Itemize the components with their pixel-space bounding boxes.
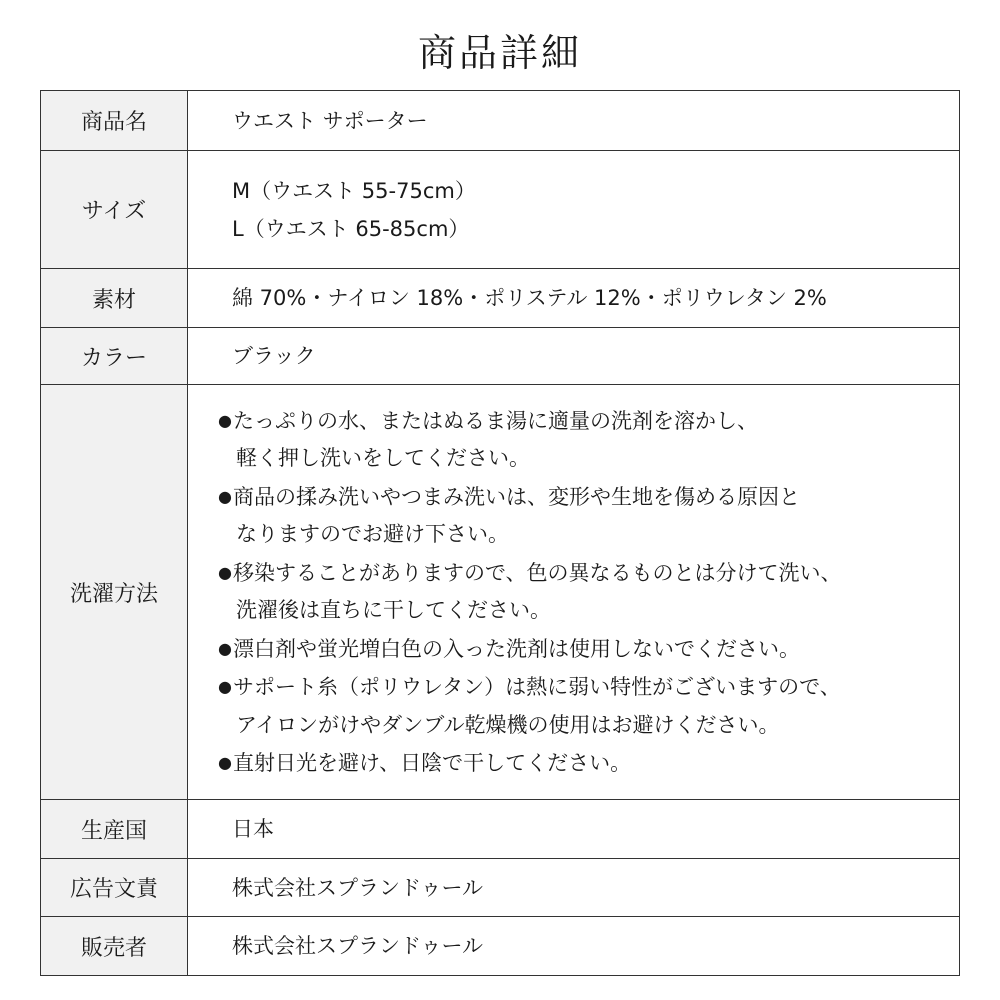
label-material: 素材 xyxy=(41,269,188,328)
bullet-icon: ● xyxy=(218,486,232,506)
label-size: サイズ xyxy=(41,151,188,269)
row-material xyxy=(41,269,960,328)
bullet-icon: ● xyxy=(218,753,232,772)
row-color xyxy=(41,328,960,385)
bullet-icon: ● xyxy=(218,638,232,658)
label-product-name: 商品名 xyxy=(41,91,188,151)
size-line-l: L（ウエスト 65-85cm） xyxy=(232,216,470,241)
value-material xyxy=(188,269,960,328)
washing-item-line: 直射日光を避け、日陰で干してください。 xyxy=(232,751,632,775)
product-detail-table xyxy=(40,90,960,976)
washing-item xyxy=(218,402,959,478)
bullet-icon: ● xyxy=(218,677,232,696)
washing-item-line: サポート糸（ポリウレタン）は熱に弱い特性がございますので、 xyxy=(232,675,841,699)
washing-item-line: 漂白剤や蛍光増白色の入った洗剤は使用しないでください。 xyxy=(232,636,800,661)
value-product-name xyxy=(188,91,960,151)
value-washing xyxy=(188,385,960,800)
value-advertiser xyxy=(188,859,960,917)
washing-item-line: 移染することがありますので、色の異なるものとは分けて洗い、 xyxy=(232,560,842,585)
washing-item-line: 商品の揉み洗いやつまみ洗いは、変形や生地を傷める原因と xyxy=(232,484,800,509)
page-title: 商品詳細 xyxy=(417,31,582,75)
washing-item-line: アイロンがけやダンブル乾燥機の使用はお避けください。 xyxy=(236,712,780,737)
washing-item xyxy=(218,668,959,744)
origin-text: 日本 xyxy=(232,817,274,841)
washing-item-line: 洗濯後は直ちに干してください。 xyxy=(236,598,551,622)
washing-item-line: なりますのでお避け下さい。 xyxy=(236,522,509,546)
row-seller xyxy=(41,917,960,976)
bullet-icon: ● xyxy=(218,410,232,430)
label-color: カラー xyxy=(41,328,188,385)
label-origin: 生産国 xyxy=(41,800,188,859)
row-size xyxy=(41,151,960,269)
row-origin xyxy=(41,800,960,859)
color-text: ブラック xyxy=(232,344,316,368)
washing-item xyxy=(218,478,959,554)
value-color xyxy=(188,328,960,385)
bullet-icon: ● xyxy=(218,562,232,582)
washing-item xyxy=(218,744,959,783)
size-line-m: M（ウエスト 55-75cm） xyxy=(232,178,476,203)
row-advertiser xyxy=(41,859,960,917)
label-washing: 洗濯方法 xyxy=(41,385,188,800)
value-seller xyxy=(188,917,960,976)
washing-item-line: 軽く押し洗いをしてください。 xyxy=(236,446,530,470)
value-origin xyxy=(188,800,960,859)
washing-item xyxy=(218,554,959,630)
value-size xyxy=(188,151,960,269)
product-name-text: ウエスト サポーター xyxy=(232,108,428,133)
washing-item xyxy=(218,630,959,669)
seller-text: 株式会社スプランドゥール xyxy=(232,934,484,958)
advertiser-text: 株式会社スプランドゥール xyxy=(232,875,484,900)
material-text: 綿 70%・ナイロン 18%・ポリステル 12%・ポリウレタン 2% xyxy=(232,286,827,310)
washing-instructions-list xyxy=(218,398,959,787)
row-washing xyxy=(41,385,960,800)
washing-item-line: たっぷりの水、またはぬるま湯に適量の洗剤を溶かし、 xyxy=(232,408,758,433)
label-advertiser: 広告文責 xyxy=(41,859,188,917)
label-seller: 販売者 xyxy=(41,917,188,976)
row-product-name xyxy=(41,91,960,151)
